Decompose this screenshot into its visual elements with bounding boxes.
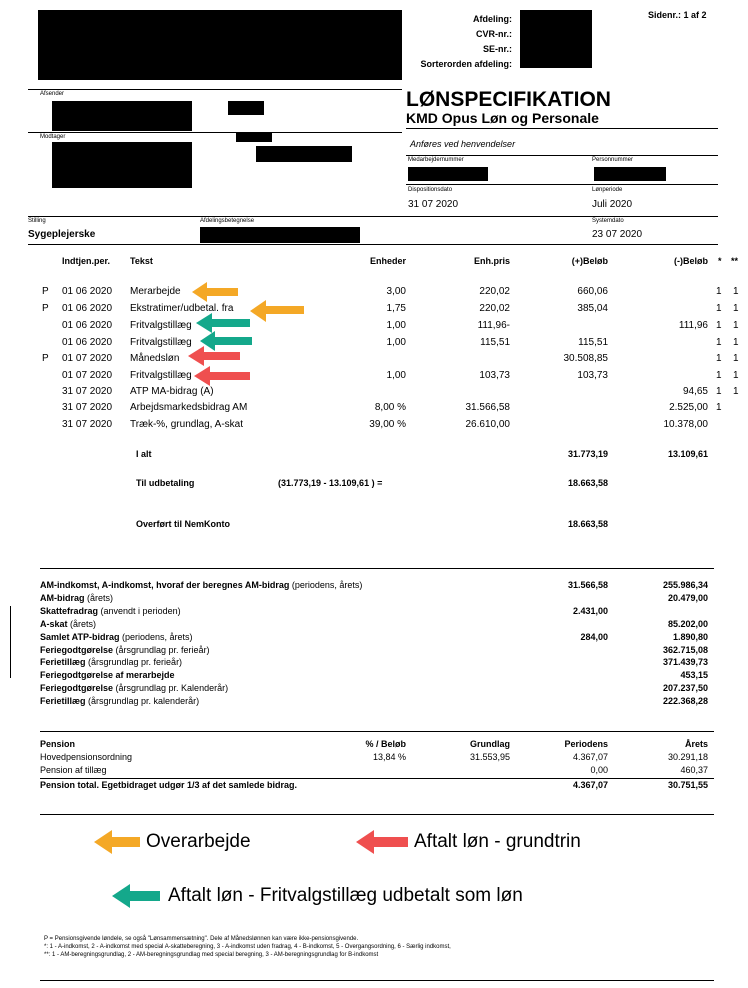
reference-note: Anføres ved henvendelser xyxy=(410,139,516,149)
footnote-dstar: **: 1 - AM-beregningsgrundlag, 2 - AM-beregningsgrundlag med special beregning, 3 - AM-beregningsgrundlag for B-indkomst xyxy=(44,952,379,958)
line-item-text: Ekstratimer/udbetal. fra xyxy=(130,303,234,314)
arrow-orange-merarbejde xyxy=(192,282,238,302)
summary-label xyxy=(40,593,113,603)
summary-year: 362.715,08 xyxy=(662,644,708,655)
payout-value: 18.663,58 xyxy=(567,478,608,488)
col-period: Indtjen.per. xyxy=(62,256,111,266)
footnote-star: *: 1 - A-indkomst, 2 - A-indkomst med special A-skatteberegning, 3 - A-indkomst uden fradrag, 4 - B-indkomst, 5 - Overgangsordning, 6 - Særlig indkomst, xyxy=(44,944,451,950)
line-item-minus: 10.378,00 xyxy=(663,419,708,430)
line-item-plus: 30.508,85 xyxy=(563,353,608,364)
line-item-plus: 660,06 xyxy=(577,286,608,297)
footnote-p: P = Pensionsgivende løndele, se også "Lønsammensætning". Dele af Månedslønnen kan være ikke-pensionsgivende. xyxy=(44,936,359,942)
position-value: Sygeplejerske xyxy=(28,229,96,240)
nemkonto-value: 18.663,58 xyxy=(567,519,608,529)
total-plus: 31.773,19 xyxy=(567,449,608,459)
document-subtitle: KMD Opus Løn og Personale xyxy=(406,110,599,126)
line-item-price: 220,02 xyxy=(479,303,510,314)
summary-row xyxy=(0,632,748,644)
pension-total-period: 4.367,07 xyxy=(572,780,608,790)
label-afdeling: Afdeling: xyxy=(473,14,512,24)
summary-label xyxy=(40,645,210,655)
line-item-text: Merarbejde xyxy=(130,286,181,297)
pension-pct: 13,84 % xyxy=(372,752,406,762)
arrow-red-fritvalg xyxy=(194,366,250,386)
line-item-s: 1 xyxy=(716,320,722,331)
line-item-units: 39,00 % xyxy=(369,419,406,430)
disposition-date: 31 07 2020 xyxy=(408,199,459,210)
pension-row xyxy=(0,765,748,777)
line-item-period: 01 06 2020 xyxy=(62,303,113,314)
col-price: Enh.pris xyxy=(473,256,510,266)
line-item-p: P xyxy=(42,286,49,297)
arrow-green-fritvalg-1 xyxy=(196,313,250,333)
arrow-orange-ekstratimer xyxy=(250,300,304,322)
line-item-ss: 1 xyxy=(733,337,739,348)
total-row xyxy=(0,449,748,463)
disposition-date-label: Dispositionsdato xyxy=(408,187,453,193)
sender-label: Afsender xyxy=(40,91,65,97)
summary-row xyxy=(0,593,748,605)
line-item-period: 31 07 2020 xyxy=(62,419,113,430)
pension-period: 4.367,07 xyxy=(572,752,608,762)
summary-row xyxy=(0,670,748,682)
summary-period: 31.566,58 xyxy=(567,580,608,590)
divider xyxy=(40,980,714,981)
pension-period: 0,00 xyxy=(590,765,608,775)
summary-label-bold: AM-bidrag xyxy=(40,592,85,603)
line-item-p: P xyxy=(42,353,49,364)
margin-mark xyxy=(10,606,11,678)
legend-orange-arrow-icon xyxy=(94,830,140,854)
department-name-label: Afdelingsbetegnelse xyxy=(200,218,255,224)
nemkonto-row xyxy=(0,519,748,533)
cpr-number-label: Personnummer xyxy=(592,157,634,163)
summary-label xyxy=(40,606,181,616)
pension-col-year: Årets xyxy=(684,739,708,749)
line-item-s: 1 xyxy=(716,370,722,381)
line-item-units: 1,00 xyxy=(386,320,406,331)
arrow-red-icon xyxy=(194,366,250,386)
summary-label xyxy=(40,580,362,590)
line-item-units: 1,00 xyxy=(386,370,406,381)
summary-label xyxy=(40,683,228,693)
label-cvr: CVR-nr.: xyxy=(476,29,512,39)
line-item-units: 8,00 % xyxy=(374,402,406,413)
summary-year: 20.479,00 xyxy=(667,592,708,603)
summary-label xyxy=(40,657,182,667)
line-item-s: 1 xyxy=(716,402,722,413)
line-item-period: 01 06 2020 xyxy=(62,320,113,331)
summary-label-note: (årsgrundlag pr. Kalenderår) xyxy=(113,683,229,694)
line-item-text: ATP MA-bidrag (A) xyxy=(130,386,214,397)
arrow-orange-icon xyxy=(192,282,238,302)
label-sorterorden: Sorterorden afdeling: xyxy=(420,59,512,69)
label-se: SE-nr.: xyxy=(482,44,512,54)
pension-total-label: Pension total. Egetbidraget udgør 1/3 af det samlede bidrag. xyxy=(40,780,298,790)
summary-label-bold: Skattefradrag xyxy=(40,605,99,616)
summary-label-bold: Feriegodtgørelse af merarbejde xyxy=(40,670,175,681)
summary-year: 1.890,80 xyxy=(672,631,708,642)
summary-label-bold: Feriegodtgørelse xyxy=(40,683,114,694)
line-item-ss: 1 xyxy=(733,303,739,314)
line-item-period: 01 07 2020 xyxy=(62,370,113,381)
summary-label xyxy=(40,696,199,706)
summary-label-bold: Ferietillæg xyxy=(40,657,86,668)
pension-year: 30.291,18 xyxy=(667,752,708,762)
summary-row xyxy=(0,606,748,618)
nemkonto-label: Overført til NemKonto xyxy=(136,519,231,529)
col-star: * xyxy=(718,256,722,266)
document-title: LØNSPECIFIKATION xyxy=(406,88,611,111)
summary-row xyxy=(0,683,748,695)
col-dstar: ** xyxy=(731,256,739,266)
line-item-ss: 1 xyxy=(733,320,739,331)
employee-number-label: Medarbejdernummer xyxy=(408,157,464,163)
line-item-text: Fritvalgstillæg xyxy=(130,337,192,348)
col-units: Enheder xyxy=(369,256,406,266)
divider xyxy=(40,731,714,732)
summary-row xyxy=(0,619,748,631)
summary-label-note: (årsgrundlag pr. ferieår) xyxy=(85,657,183,668)
line-item-minus: 94,65 xyxy=(682,386,708,397)
divider xyxy=(40,568,714,569)
summary-label-bold: Feriegodtgørelse xyxy=(40,644,114,655)
summary-year: 255.986,34 xyxy=(662,580,708,590)
arrow-green-fritvalg-2 xyxy=(200,331,252,351)
line-item-text: Træk-%, grundlag, A-skat xyxy=(130,419,244,430)
line-item-price: 111,96- xyxy=(477,320,510,331)
arrow-green-icon xyxy=(196,313,250,333)
summary-period: 284,00 xyxy=(580,631,608,642)
pay-period-label: Lønperiode xyxy=(592,187,623,193)
summary-label xyxy=(40,670,175,680)
line-item-period: 01 06 2020 xyxy=(62,337,113,348)
legend-free-choice: Aftalt løn - Fritvalgstillæg udbetalt som løn xyxy=(168,885,523,906)
line-item-p: P xyxy=(42,303,49,314)
position-label: Stilling xyxy=(28,218,46,224)
system-date-label: Systemdato xyxy=(592,218,624,224)
legend-green-arrow-icon xyxy=(112,884,160,908)
pay-period: Juli 2020 xyxy=(592,199,633,210)
summary-label-note: (periodens, årets) xyxy=(289,580,363,590)
summary-row xyxy=(0,645,748,657)
summary-label xyxy=(40,632,193,642)
summary-label xyxy=(40,619,96,629)
line-item-s: 1 xyxy=(716,303,722,314)
summary-label-note: (anvendt i perioden) xyxy=(98,605,181,616)
line-item-s: 1 xyxy=(716,353,722,364)
divider xyxy=(40,814,714,815)
summary-year: 222.368,28 xyxy=(662,696,708,707)
line-item-price: 31.566,58 xyxy=(465,402,510,413)
legend-red-arrow-icon xyxy=(356,830,408,854)
line-item-period: 01 06 2020 xyxy=(62,286,113,297)
line-item-ss: 1 xyxy=(733,370,739,381)
line-item-minus: 111,96 xyxy=(678,320,708,331)
line-item-s: 1 xyxy=(716,286,722,297)
line-item-units: 1,75 xyxy=(386,303,406,314)
total-minus: 13.109,61 xyxy=(667,449,708,459)
pension-headers xyxy=(0,739,748,751)
summary-label-bold: A-skat xyxy=(40,618,68,629)
page-number: Sidenr.: 1 af 2 xyxy=(648,10,707,20)
col-minus: (-)Beløb xyxy=(674,256,708,266)
line-item-text: Fritvalgstillæg xyxy=(130,320,192,331)
line-item-text: Fritvalgstillæg xyxy=(130,370,192,381)
recipient-label: Modtager xyxy=(40,134,66,140)
summary-year: 453,15 xyxy=(680,670,708,681)
line-item-units: 1,00 xyxy=(386,337,406,348)
summary-label-note: (årsgrundlag pr. kalenderår) xyxy=(85,696,200,707)
payout-formula: (31.773,19 - 13.109,61 ) = xyxy=(278,478,383,488)
pension-col-base: Grundlag xyxy=(470,739,510,749)
pension-col-label: Pension xyxy=(40,739,76,749)
pension-total-year: 30.751,55 xyxy=(667,780,708,790)
line-item-ss: 1 xyxy=(733,386,739,397)
line-item-price: 26.610,00 xyxy=(465,419,510,430)
line-item-plus: 115,51 xyxy=(578,337,608,348)
pension-base: 31.553,95 xyxy=(469,752,510,762)
summary-label-note: (periodens, årets) xyxy=(119,631,193,642)
summary-row xyxy=(0,696,748,708)
summary-year: 207.237,50 xyxy=(662,683,708,694)
divider xyxy=(40,778,714,779)
pension-row xyxy=(0,752,748,764)
summary-year: 85.202,00 xyxy=(667,618,708,629)
arrow-green-icon xyxy=(200,331,252,351)
summary-period: 2.431,00 xyxy=(572,605,608,616)
summary-label-note: (årsgrundlag pr. ferieår) xyxy=(113,644,210,655)
line-item-period: 31 07 2020 xyxy=(62,402,113,413)
summary-row xyxy=(0,657,748,669)
line-item-minus: 2.525,00 xyxy=(669,402,708,413)
line-item-price: 103,73 xyxy=(479,370,510,381)
pension-label: Pension af tillæg xyxy=(40,765,107,775)
pension-label: Hovedpensionsordning xyxy=(40,752,133,762)
line-item-price: 220,02 xyxy=(479,286,510,297)
summary-row xyxy=(0,580,748,592)
pension-total-row xyxy=(0,780,748,792)
line-item-ss: 1 xyxy=(733,353,739,364)
summary-label-bold: Samlet ATP-bidrag xyxy=(40,631,120,642)
line-item-price: 115,51 xyxy=(480,337,510,348)
line-item-plus: 385,04 xyxy=(577,303,608,314)
line-item-period: 01 07 2020 xyxy=(62,353,113,364)
line-item-plus: 103,73 xyxy=(577,370,608,381)
summary-label-bold: AM-indkomst, A-indkomst, hvoraf der beregnes AM-bidrag xyxy=(40,580,290,590)
system-date: 23 07 2020 xyxy=(592,229,643,240)
summary-label-bold: Ferietillæg xyxy=(40,696,86,707)
total-label: I alt xyxy=(136,449,152,459)
arrow-orange-icon xyxy=(250,300,304,322)
legend-base-salary: Aftalt løn - grundtrin xyxy=(414,831,581,852)
line-item-text: Månedsløn xyxy=(130,353,180,364)
col-plus: (+)Beløb xyxy=(571,256,608,266)
line-item-text: Arbejdsmarkedsbidrag AM xyxy=(130,402,248,413)
payout-row xyxy=(0,478,748,492)
summary-label-note: (årets) xyxy=(84,592,114,603)
pension-year: 460,37 xyxy=(680,765,708,775)
payout-label: Til udbetaling xyxy=(136,478,195,488)
line-item-units: 3,00 xyxy=(386,286,406,297)
line-item-ss: 1 xyxy=(733,286,739,297)
col-text: Tekst xyxy=(130,256,153,266)
pension-col-period: Periodens xyxy=(564,739,608,749)
summary-label-note: (årets) xyxy=(67,618,97,629)
line-item-s: 1 xyxy=(716,386,722,397)
summary-year: 371.439,73 xyxy=(662,657,708,668)
pension-col-pct: % / Beløb xyxy=(365,739,406,749)
legend-overtime: Overarbejde xyxy=(146,831,251,852)
line-item-period: 31 07 2020 xyxy=(62,386,113,397)
line-item-s: 1 xyxy=(716,337,722,348)
